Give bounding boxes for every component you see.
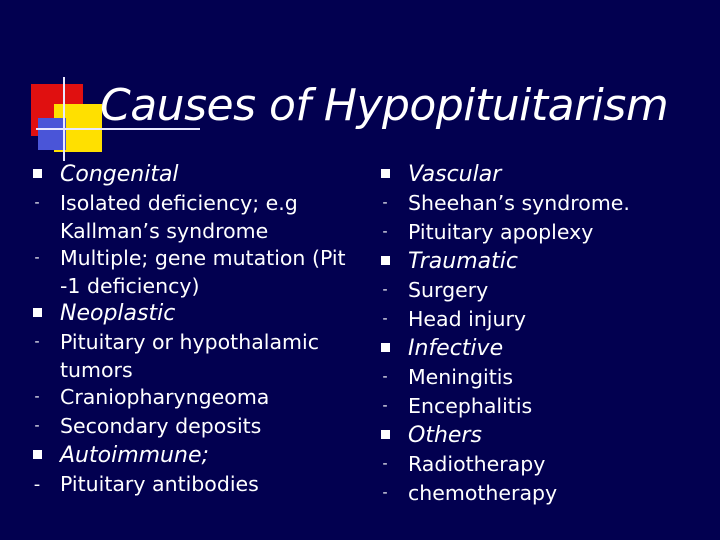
list-item <box>378 189 698 218</box>
logo-vertical-line <box>63 77 65 161</box>
category-heading <box>378 421 698 450</box>
category-heading-text: Congenital <box>60 162 179 187</box>
category-heading-text: Autoimmune; <box>60 443 209 468</box>
list-item-text: tumors <box>60 358 133 382</box>
list-item-text: Pituitary antibodies <box>60 472 259 496</box>
category-heading <box>30 299 370 328</box>
list-item <box>378 305 698 334</box>
dash-marker: - <box>382 369 388 385</box>
dash-marker: - <box>382 224 388 240</box>
list-item <box>378 479 698 508</box>
square-bullet-icon <box>378 421 392 450</box>
square-bullet-icon <box>30 160 44 189</box>
category-heading-text: Neoplastic <box>60 301 176 326</box>
dash-marker: - <box>382 456 388 472</box>
square-bullet-icon <box>378 334 392 363</box>
dash-marker: - <box>34 334 40 350</box>
list-item-text: Sheehan’s syndrome. <box>408 191 630 215</box>
square-bullet-icon <box>30 299 44 328</box>
square-bullet-icon <box>378 247 392 276</box>
list-item <box>30 189 370 244</box>
list-item-text: -1 deficiency) <box>60 274 200 298</box>
list-item <box>30 412 370 441</box>
list-item <box>378 276 698 305</box>
category-heading <box>30 160 370 189</box>
list-item-text: Meningitis <box>408 365 514 389</box>
list-item <box>378 363 698 392</box>
dash-marker: - <box>382 282 388 298</box>
category-heading <box>378 334 698 363</box>
right-column <box>378 160 698 508</box>
dash-marker: - <box>34 418 40 434</box>
dash-marker: - <box>382 195 388 211</box>
dash-marker: - <box>34 250 40 266</box>
dash-marker: - <box>382 311 388 327</box>
left-column <box>30 160 370 499</box>
list-item-text: Pituitary or hypothalamic <box>60 330 319 354</box>
category-heading <box>378 160 698 189</box>
slide-title: Causes of Hypopituitarism <box>100 80 669 131</box>
list-item-text: Radiotherapy <box>408 452 546 476</box>
list-item <box>378 450 698 479</box>
list-item-text: Secondary deposits <box>60 414 262 438</box>
category-heading-text: Vascular <box>408 162 502 187</box>
list-item-text: Craniopharyngeoma <box>60 385 270 409</box>
category-heading-text: Infective <box>408 336 504 361</box>
category-heading <box>378 247 698 276</box>
list-item <box>30 470 370 499</box>
list-item <box>378 218 698 247</box>
list-item <box>30 244 370 299</box>
dash-marker: - <box>34 389 40 405</box>
list-item-text: Multiple; gene mutation (Pit <box>60 246 346 270</box>
list-item <box>30 383 370 412</box>
list-item-text: Surgery <box>408 278 489 302</box>
dash-marker: - <box>382 485 388 501</box>
square-bullet-icon <box>378 160 392 189</box>
list-item-text: Encephalitis <box>408 394 533 418</box>
category-heading <box>30 441 370 470</box>
square-bullet-icon <box>30 441 44 470</box>
dash-marker: - <box>34 195 40 211</box>
dash-marker: - <box>33 474 41 495</box>
list-item-text: Kallman’s syndrome <box>60 219 269 243</box>
category-heading-text: Others <box>408 423 482 448</box>
dash-marker: - <box>382 398 388 414</box>
list-item-text: Head injury <box>408 307 527 331</box>
list-item-text: Isolated deficiency; e.g <box>60 191 298 215</box>
category-heading-text: Traumatic <box>408 249 518 274</box>
logo-blue-square <box>38 118 66 150</box>
list-item <box>30 328 370 383</box>
list-item-text: chemotherapy <box>408 481 558 505</box>
list-item <box>378 392 698 421</box>
list-item-text: Pituitary apoplexy <box>408 220 594 244</box>
